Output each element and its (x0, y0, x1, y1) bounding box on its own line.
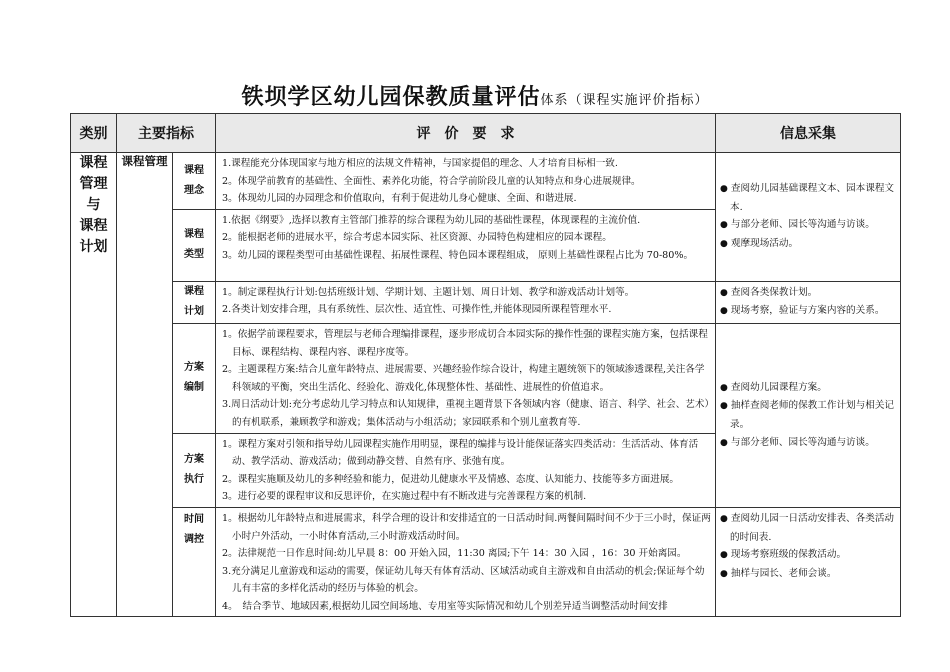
requirement-item: 2。法律规范一日作息时间:幼儿早晨 8：00 开始入园，11:30 离园;下午 14：30 入园 ，16：30 开始离园。 (222, 548, 687, 560)
category-cell (71, 153, 117, 617)
requirement-item: 3。幼儿园的课程类型可由基础性课程、拓展性课程、特色园本课程组成， 原则上基础性课程占比为 70-80%。 (222, 249, 694, 261)
requirement-item: 3.充分满足儿童游戏和运动的需要，保证幼儿每天有体育活动、区域活动或自主游戏和自由活动的机会;保证每个幼儿有丰富的多样化活动的经历与体验的机会。 (222, 565, 705, 595)
sub-indicator-schedule (173, 507, 216, 617)
info-item (720, 397, 896, 433)
info-text: 现场考察，验证与方案内容的关系。 (730, 305, 885, 317)
bullet-icon: ● (720, 306, 728, 317)
sub-indicator-line: 理念 (184, 184, 204, 196)
info-item (720, 510, 896, 546)
requirements-type (216, 209, 716, 281)
sub-indicator-line: 执行 (184, 474, 204, 486)
document-title (0, 80, 950, 111)
bullet-icon: ● (720, 184, 728, 195)
info-text: 与部分老师、园长等沟通与访谈。 (730, 219, 875, 231)
requirement-item: 1。课程方案对引领和指导幼儿园课程实施作用明显，课程的编排与设计能保证落实四类活动：生活活动、体育活动、教学活动、游戏活动；做到动静交替、自然有序、张弛有度。 (222, 438, 699, 468)
requirements-plan (216, 281, 716, 323)
table-row (71, 323, 901, 433)
requirement-item: 1。依据学前课程要求，管理层与老师合理编排课程，逐步形成切合本园实际的操作性强的课程实施方案，包括课程目标、课程结构、课程内容、课程序度等。 (222, 328, 708, 358)
category-line: 与 (86, 197, 101, 213)
requirement-item: 1.依据《纲要》,选择以教育主管部门推荐的综合课程为幼儿园的基础性课程，体现课程的主流价值. (222, 214, 641, 226)
bullet-icon: ● (720, 238, 728, 249)
bullet-icon: ● (720, 550, 728, 561)
bullet-icon: ● (720, 568, 728, 579)
sub-indicator-plan (173, 281, 216, 323)
bullet-icon: ● (720, 401, 728, 412)
requirements-design (216, 323, 716, 433)
info-schedule (716, 507, 901, 617)
requirement-item: 2。主题课程方案:结合儿童年龄特点、进展需要、兴趣经验作综合设计，构建主题统领下的领域渗透课程,关注各学科领域的平衡，突出生活化、经验化、游戏化,体现整体性、基础性、进展性的价值追求。 (222, 364, 705, 393)
info-text: 查阅幼儿园一日活动安排表、各类活动的时间表. (730, 512, 895, 543)
requirement-item: 1。根据幼儿年龄特点和进展需求，科学合理的设计和安排适宜的一日活动时间.两餐间隔时间不少于三小时，保证两小时户外活动，一小时体育活动,三小时游戏活动时间。 (222, 512, 711, 542)
info-item (720, 235, 896, 254)
info-design-execute (716, 323, 901, 507)
info-text: 查阅幼儿园课程方案。 (730, 381, 827, 393)
info-item (720, 302, 896, 321)
requirement-item: 2。体现学前教育的基础性、全面性、素养化功能，符合学前阶段儿童的认知特点和身心进展规律。 (222, 175, 641, 187)
title-sub: 体系（课程实施评价指标） (540, 93, 709, 108)
requirement-item: 2。课程实施顺及幼儿的多种经验和能力，促进幼儿健康水平及情感、态度、认知能力、技能等多方面进展。 (222, 473, 680, 485)
info-text: 现场考察班级的保教活动。 (730, 549, 847, 561)
header-requirements: 评 价 要 求 (216, 114, 716, 153)
evaluation-table (70, 113, 901, 617)
sub-indicator-line: 计划 (184, 306, 204, 318)
info-item (720, 180, 896, 216)
header-category: 类别 (71, 114, 117, 153)
bullet-icon: ● (720, 382, 728, 393)
category-line: 管理 (79, 176, 108, 192)
info-concept-type (716, 153, 901, 282)
info-item (720, 546, 896, 565)
requirements-schedule (216, 507, 716, 617)
bullet-icon: ● (720, 287, 728, 298)
info-item (720, 434, 896, 453)
table-row (71, 507, 901, 617)
category-line: 课程 (79, 218, 108, 234)
info-text: 抽样与园长、老师会谈。 (730, 567, 837, 579)
requirement-item: 3。进行必要的课程审议和反思评价，在实施过程中有不断改进与完善课程方案的机制. (222, 491, 587, 503)
sub-indicator-line: 时间 (184, 513, 204, 525)
info-text: 与部分老师、园长等沟通与访谈。 (730, 436, 875, 448)
info-text: 观摩现场活动。 (730, 237, 799, 249)
info-plan (716, 281, 901, 323)
info-item (720, 379, 896, 398)
sub-indicator-line: 调控 (184, 533, 204, 545)
requirement-item: 2。能根据老师的进展水平，综合考虑本园实际、社区资源、办园特色构建相应的园本课程。 (222, 232, 612, 244)
header-info: 信息采集 (716, 114, 901, 153)
table-header-row (71, 114, 901, 153)
info-text: 查阅各类保教计划。 (730, 286, 818, 298)
info-item (720, 216, 896, 235)
main-indicator-cell: 课程管理 (117, 153, 173, 617)
bullet-icon: ● (720, 513, 728, 524)
bullet-icon: ● (720, 220, 728, 231)
sub-indicator-design (173, 323, 216, 433)
sub-indicator-line: 课程 (184, 164, 204, 176)
requirements-execute (216, 433, 716, 507)
sub-indicator-line: 类型 (184, 249, 204, 261)
info-item (720, 565, 896, 584)
sub-indicator-line: 方案 (184, 454, 204, 466)
info-text: 抽样查阅老师的保教工作计划与相关记录。 (730, 400, 895, 430)
info-item (720, 284, 896, 303)
category-line: 计划 (79, 239, 108, 255)
requirement-item: 2.各类计划安排合理，具有系统性、层次性、适宜性、可操作性,并能体现园所课程管理水平. (222, 304, 612, 316)
requirement-item: 1。制定课程执行计划:包括班级计划、学期计划、主题计划、周日计划、教学和游戏活动计划等。 (222, 286, 635, 298)
sub-indicator-execute (173, 433, 216, 507)
sub-indicator-type (173, 209, 216, 281)
requirement-item: 1.课程能充分体现国家与地方相应的法规文件精神，与国家提倡的理念、人才培育目标相一致. (222, 158, 618, 169)
sub-indicator-concept (173, 153, 216, 210)
category-line: 课程 (79, 155, 108, 171)
requirements-concept (216, 153, 716, 210)
title-main: 铁坝学区幼儿园保教质量评估 (241, 85, 541, 110)
sub-indicator-line: 课程 (184, 229, 204, 241)
sub-indicator-line: 方案 (184, 362, 204, 374)
info-text: 查阅幼儿园基础课程文本、园本课程文本. (730, 183, 895, 213)
sub-indicator-line: 编制 (184, 382, 204, 394)
sub-indicator-line: 课程 (184, 286, 204, 298)
bullet-icon: ● (720, 437, 728, 448)
requirement-item: 4。 结合季节、地域因素,根据幼儿园空间场地、专用室等实际情况和幼儿个别差异适当调整活动时间安排 (222, 600, 668, 612)
table-row (71, 281, 901, 323)
requirement-item: 3。体现幼儿园的办园理念和价值取向，有利于促进幼儿身心健康、全面、和谐进展. (222, 193, 577, 205)
requirement-item: 3.周日活动计划:充分考虑幼儿学习特点和认知规律，重视主题背景下各领域内容（健康、语言、科学、社会、艺术）的有机联系，兼顾教学和游戏；集体活动与小组活动；家园联系和个别儿童教育等. (222, 399, 710, 428)
table-row (71, 153, 901, 210)
header-main-indicator: 主要指标 (117, 114, 216, 153)
